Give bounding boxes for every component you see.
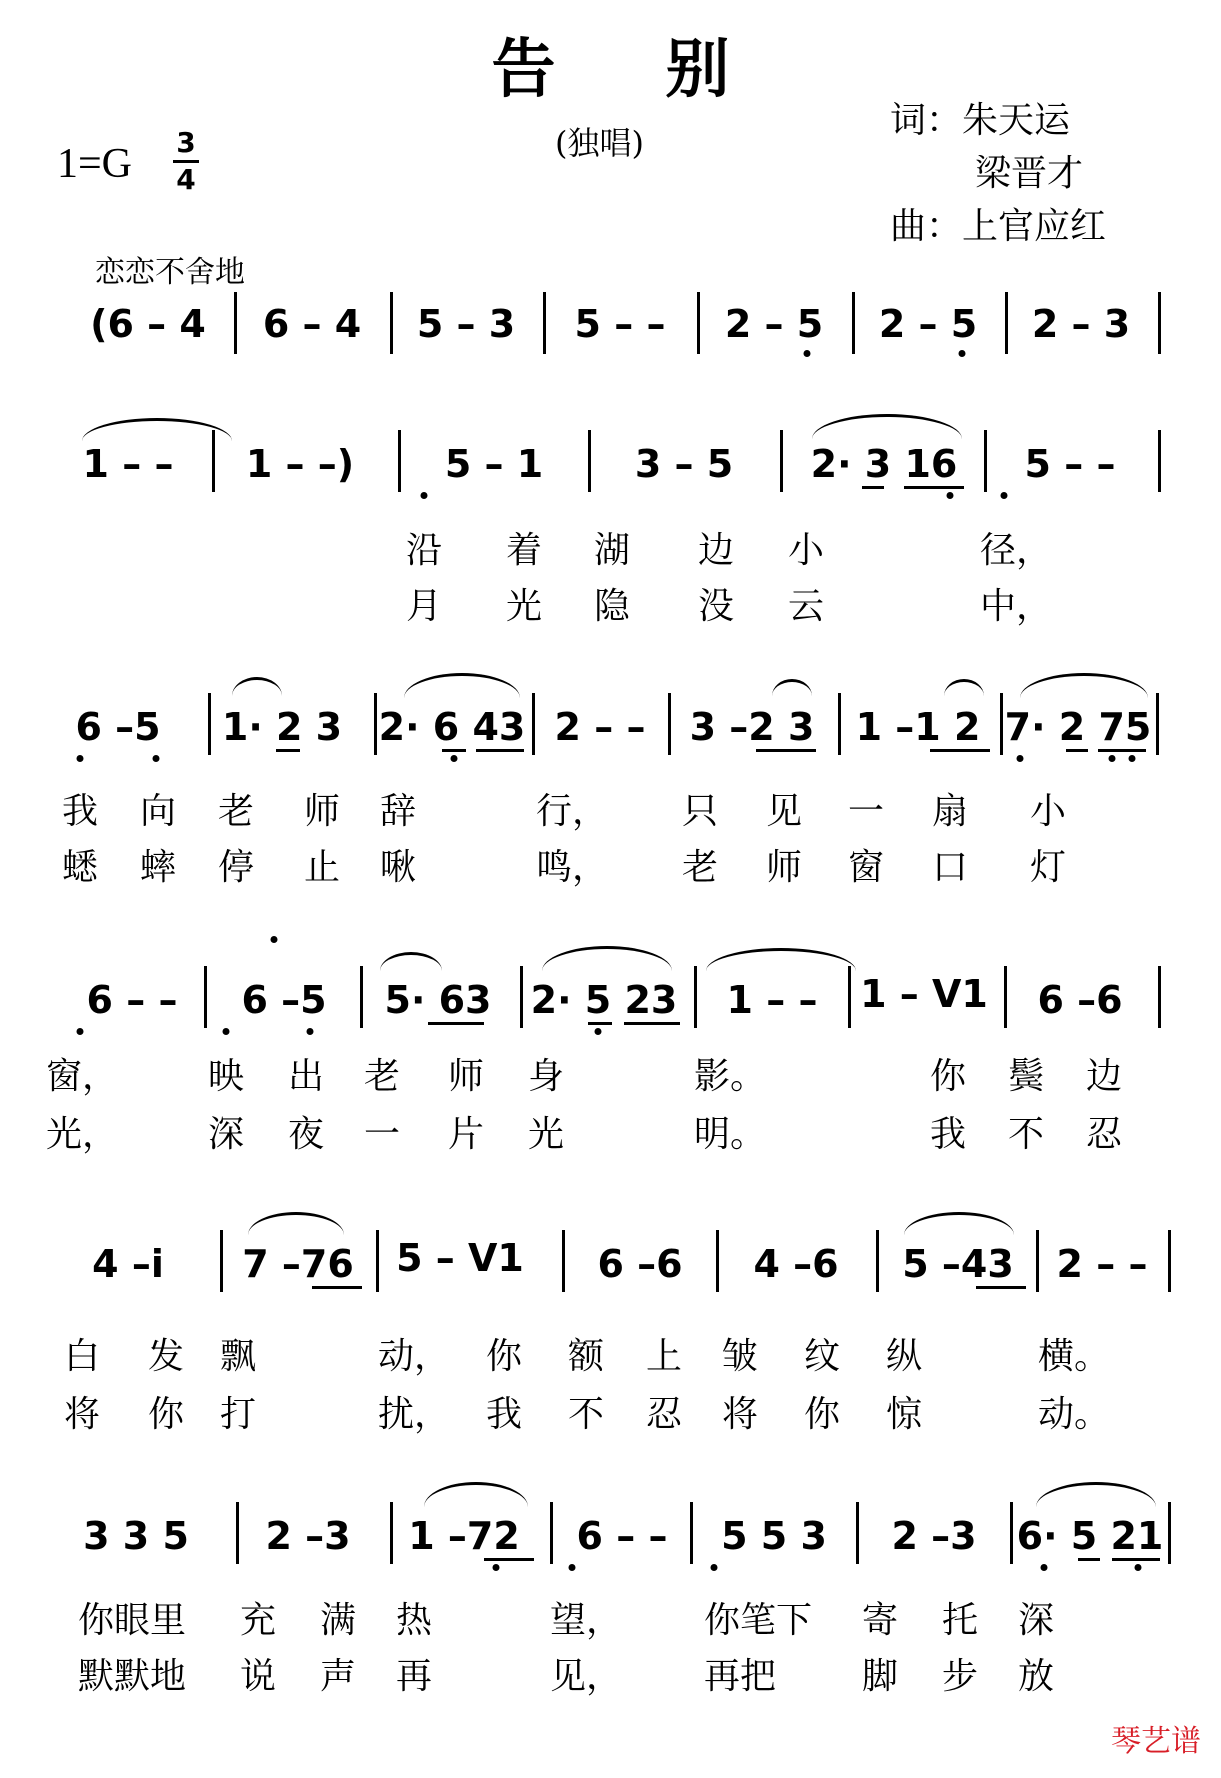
lyric: 纹 bbox=[803, 1336, 841, 1377]
lyric: 蟀 bbox=[139, 847, 177, 888]
lyric: 夜 bbox=[287, 1114, 325, 1155]
measure: 5 5 3 bbox=[721, 1514, 827, 1558]
lyric: 充 bbox=[239, 1600, 277, 1641]
lyric: 额 bbox=[567, 1336, 605, 1377]
lyric: 光， bbox=[45, 1114, 119, 1155]
lyric: 深 bbox=[207, 1114, 245, 1155]
lyric: 湖 bbox=[593, 530, 631, 571]
lyric: 脚 bbox=[861, 1656, 899, 1697]
measure: 2· 3 16 bbox=[810, 442, 958, 486]
measure: 2· 6 43 bbox=[378, 705, 526, 749]
lyric: 忍 bbox=[1085, 1114, 1123, 1155]
measure: (6 – 4 bbox=[90, 302, 206, 346]
lyric: 师 bbox=[765, 847, 803, 888]
measure: 6 – – bbox=[86, 978, 178, 1022]
lyricist: 词：朱天运 bbox=[890, 100, 1071, 141]
measure: 1 –1 2 bbox=[855, 705, 981, 749]
measure: 4 –6 bbox=[753, 1242, 839, 1286]
measure: 5 – ᐯ1 bbox=[396, 1236, 524, 1280]
lyric: 中， bbox=[979, 586, 1053, 627]
measure: 2 –3 bbox=[891, 1514, 977, 1558]
lyric: 没 bbox=[697, 586, 735, 627]
measure: 3 –2 3 bbox=[689, 705, 815, 749]
measure: 6 –6 bbox=[1037, 978, 1123, 1022]
lyric: 老 bbox=[363, 1056, 401, 1097]
lyric: 再 bbox=[395, 1656, 433, 1697]
lyric: 我 bbox=[929, 1114, 967, 1155]
lyric: 影。 bbox=[693, 1056, 767, 1097]
measure: 6· 5 21 bbox=[1016, 1514, 1164, 1558]
lyric: 沿 bbox=[405, 530, 443, 571]
lyric: 窗 bbox=[847, 847, 885, 888]
lyric: 窗， bbox=[45, 1056, 119, 1097]
measure: 3 – 5 bbox=[634, 442, 734, 486]
lyric: 片 bbox=[447, 1114, 485, 1155]
lyric: 再把 bbox=[703, 1656, 777, 1697]
lyric: 隐 bbox=[593, 586, 631, 627]
lyric: 你 bbox=[485, 1336, 523, 1377]
lyric: 声 bbox=[319, 1656, 357, 1697]
measure: 2 – – bbox=[1056, 1242, 1148, 1286]
measure: 7· 2 75 bbox=[1004, 705, 1152, 749]
lyric: 热 bbox=[395, 1600, 433, 1641]
lyric: 忍 bbox=[645, 1394, 683, 1435]
lyric: 辞 bbox=[379, 791, 417, 832]
lyric: 一 bbox=[847, 791, 885, 832]
lyric: 老 bbox=[217, 791, 255, 832]
lyric: 你 bbox=[147, 1394, 185, 1435]
lyric: 扰， bbox=[377, 1394, 451, 1435]
lyric: 白 bbox=[63, 1336, 101, 1377]
measure: 6 –6 bbox=[597, 1242, 683, 1286]
measure: 2 –3 bbox=[265, 1514, 351, 1558]
measure: 5· 63 bbox=[384, 978, 492, 1022]
lyric: 出 bbox=[287, 1056, 325, 1097]
lyric: 光 bbox=[505, 586, 543, 627]
lyric: 寄 bbox=[861, 1600, 899, 1641]
lyric: 惊 bbox=[885, 1394, 923, 1435]
lyric: 将 bbox=[721, 1394, 759, 1435]
lyric: 边 bbox=[697, 530, 735, 571]
lyric: 打 bbox=[219, 1394, 257, 1435]
lyric: 将 bbox=[63, 1394, 101, 1435]
lyric: 飘 bbox=[219, 1336, 257, 1377]
measure: 1· 2 3 bbox=[221, 705, 343, 749]
lyric: 小 bbox=[1029, 791, 1067, 832]
measure: 5 – – bbox=[574, 302, 666, 346]
measure: 6 – 4 bbox=[262, 302, 362, 346]
measure: 2 – – bbox=[554, 705, 646, 749]
measure: 2 – 5 bbox=[878, 302, 978, 346]
lyric: 我 bbox=[61, 791, 99, 832]
lyric: 只 bbox=[681, 791, 719, 832]
lyric: 上 bbox=[645, 1336, 683, 1377]
lyric: 皱 bbox=[721, 1336, 759, 1377]
lyric: 口 bbox=[931, 847, 969, 888]
lyric: 鸣， bbox=[535, 847, 609, 888]
lyric: 灯 bbox=[1029, 847, 1067, 888]
lyric: 望， bbox=[549, 1600, 623, 1641]
time-signature bbox=[173, 128, 199, 195]
lyric: 你 bbox=[929, 1056, 967, 1097]
measure: 7 –76 bbox=[242, 1242, 354, 1286]
lyric: 着 bbox=[505, 530, 543, 571]
time-top: 3 bbox=[176, 126, 196, 159]
measure: 6 –5 bbox=[241, 978, 327, 1022]
lyric: 我 bbox=[485, 1394, 523, 1435]
lyric: 你 bbox=[803, 1394, 841, 1435]
score-title: 告别 bbox=[491, 32, 840, 107]
lyric: 光 bbox=[527, 1114, 565, 1155]
lyric: 行， bbox=[535, 791, 609, 832]
lyric: 动， bbox=[377, 1336, 451, 1377]
measure: 5 –43 bbox=[902, 1242, 1014, 1286]
lyric: 径， bbox=[979, 530, 1053, 571]
measure: 2· 5 23 bbox=[530, 978, 678, 1022]
measure: 5 – 3 bbox=[416, 302, 516, 346]
lyric: 小 bbox=[787, 530, 825, 571]
lyric: 横。 bbox=[1037, 1336, 1111, 1377]
lyric: 见 bbox=[765, 791, 803, 832]
lyric: 月 bbox=[405, 586, 443, 627]
composer: 曲：上官应红 bbox=[890, 206, 1107, 247]
lyric: 不 bbox=[567, 1394, 605, 1435]
lyric: 扇 bbox=[931, 791, 969, 832]
measure: 2 – 5 bbox=[724, 302, 824, 346]
measure: 5 – – bbox=[1024, 442, 1116, 486]
lyric: 鬓 bbox=[1007, 1056, 1045, 1097]
lyric: 深 bbox=[1017, 1600, 1055, 1641]
lyricist-2: 梁晋才 bbox=[975, 153, 1084, 194]
lyric: 见， bbox=[549, 1656, 623, 1697]
lyric: 托 bbox=[941, 1600, 979, 1641]
lyric: 止 bbox=[303, 847, 341, 888]
lyric: 师 bbox=[447, 1056, 485, 1097]
site-watermark: 琴艺谱 bbox=[1111, 1724, 1201, 1759]
lyric: 停 bbox=[217, 847, 255, 888]
lyric: 云 bbox=[787, 586, 825, 627]
lyric: 啾 bbox=[379, 847, 417, 888]
measure: 6 –5 bbox=[75, 705, 161, 749]
performance-note: (独唱) bbox=[555, 124, 644, 162]
lyric: 满 bbox=[319, 1600, 357, 1641]
lyric: 向 bbox=[139, 791, 177, 832]
measure: 1 – – bbox=[726, 978, 818, 1022]
measure: 1 – –) bbox=[245, 442, 355, 486]
lyric: 动。 bbox=[1037, 1394, 1111, 1435]
time-bottom: 4 bbox=[176, 163, 196, 196]
measure: 4 –i bbox=[92, 1242, 164, 1286]
lyric: 不 bbox=[1007, 1114, 1045, 1155]
expression-mark: 恋恋不舍地 bbox=[95, 255, 245, 290]
measure: 1 –72 bbox=[408, 1514, 520, 1558]
lyric: 纵 bbox=[885, 1336, 923, 1377]
key-signature: 1=G bbox=[57, 141, 133, 187]
lyric: 师 bbox=[303, 791, 341, 832]
lyric: 你眼里 bbox=[77, 1600, 187, 1641]
lyric: 你笔下 bbox=[703, 1600, 813, 1641]
lyric: 明。 bbox=[693, 1114, 767, 1155]
lyric: 步 bbox=[941, 1656, 979, 1697]
lyric: 老 bbox=[681, 847, 719, 888]
lyric: 说 bbox=[239, 1656, 277, 1697]
lyric: 蟋 bbox=[61, 847, 99, 888]
measure: 2 – 3 bbox=[1031, 302, 1131, 346]
lyric: 发 bbox=[147, 1336, 185, 1377]
lyric: 边 bbox=[1085, 1056, 1123, 1097]
lyric: 一 bbox=[363, 1114, 401, 1155]
lyric: 映 bbox=[207, 1056, 245, 1097]
lyric: 默默地 bbox=[77, 1656, 187, 1697]
measure: 5 – 1 bbox=[444, 442, 544, 486]
measure: 3 3 5 bbox=[83, 1514, 189, 1558]
measure: 6 – – bbox=[576, 1514, 668, 1558]
lyric: 身 bbox=[527, 1056, 565, 1097]
lyric: 放 bbox=[1017, 1656, 1055, 1697]
measure: 1 – – bbox=[82, 442, 174, 486]
measure: 1 – ᐯ1 bbox=[860, 972, 988, 1016]
